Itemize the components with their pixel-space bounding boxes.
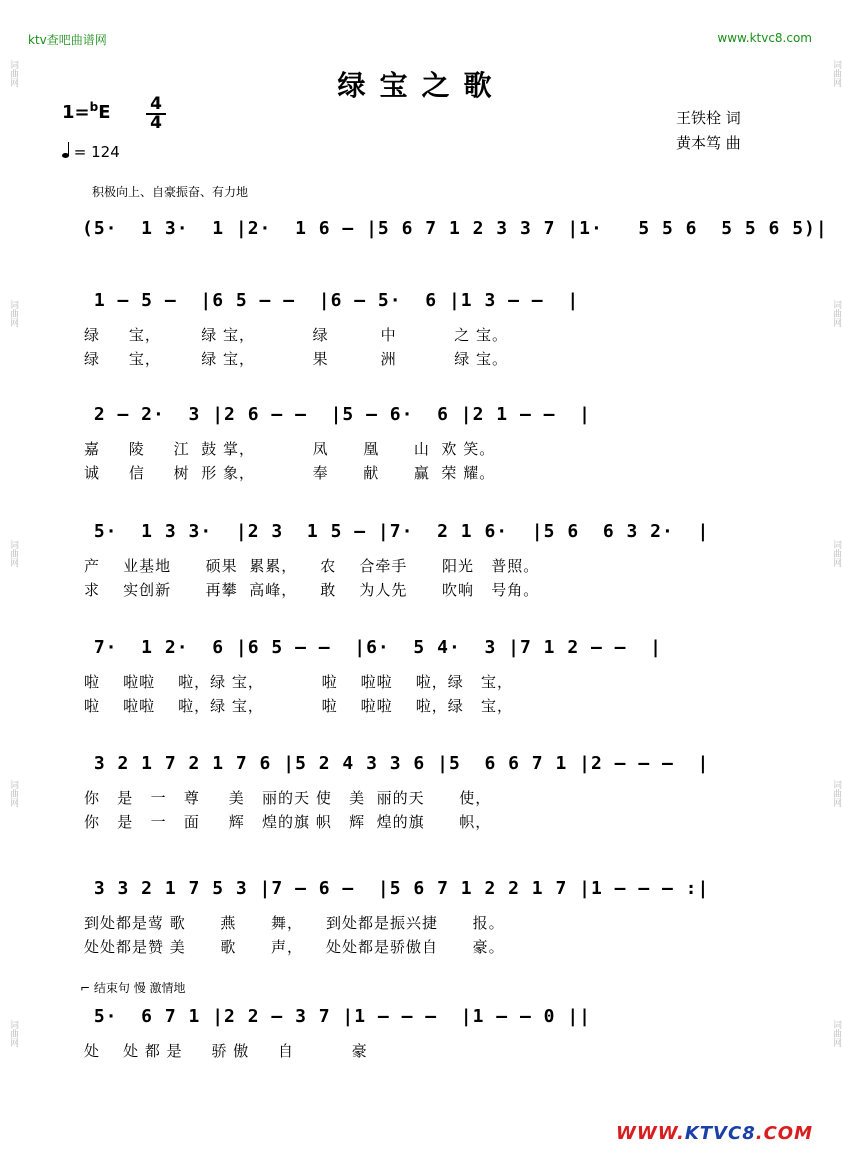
lyric-verse-1: 到处都是莺 歌 燕 舞， 到处都是振兴捷 报。 [84,914,505,932]
header-site-url[interactable]: www.ktvc8.com [717,31,812,45]
notation-text: 7· 1 2· 6 |6 5 – – |6· 5 4· 3 |7 1 2 – – | [82,637,663,658]
tempo-value: = 124 [73,143,120,161]
lyric-verse-2: 绿 宝， 绿 宝， 果 洲 绿 宝。 [84,350,509,368]
notation-text: (5· 1 3· 1 |2· 1 6 – |5 6 7 1 2 3 3 7 |1· 5 5 6 5 5 6 5)| [82,218,828,239]
lyric-verse-1: 嘉 陵 江 鼓 掌， 凤 凰 山 欢 笑。 [84,440,496,458]
lyric-verse-2: 诚 信 树 形 象， 奉 献 赢 荣 耀。 [84,464,496,482]
watermark-text: 词曲网 [8,300,18,327]
footer-logo-brand: KTVC8 [684,1123,756,1144]
watermark-text: 词曲网 [8,540,18,567]
watermark-text: 词曲网 [8,1020,18,1047]
lyric-verse-1: 处 处 都 是 骄 傲 自 豪 [84,1042,368,1060]
key-prefix: 1= [62,102,90,123]
ending-marking-text: 结束句 慢 激情地 [93,981,186,995]
key-note: E [98,102,111,123]
left-watermark-strip [0,0,20,1172]
notation-text: 3 2 1 7 2 1 7 6 |5 2 4 3 3 6 |5 6 6 7 1 |2 – – – | [82,753,710,774]
watermark-text: 词曲网 [831,60,841,87]
ending-marking [80,979,186,996]
lyric-verse-2: 处处都是赞 美 歌 声， 处处都是骄傲自 豪。 [84,938,505,956]
watermark-text: 词曲网 [831,540,841,567]
ending-bracket-icon: ⌐ [80,981,94,995]
lyric-verse-1: 绿 宝， 绿 宝， 绿 中 之 宝。 [84,326,509,344]
notation-text: 3 3 2 1 7 5 3 |7 – 6 – |5 6 7 1 2 2 1 7 |1 – – – :| [82,878,710,899]
footer-logo [616,1123,813,1144]
watermark-text: 词曲网 [8,60,18,87]
lyric-verse-2: 你 是 一 面 辉 煌的旗 帜 辉 煌的旗 帜， [84,813,492,831]
flat-symbol: b [89,100,99,114]
watermark-text: 词曲网 [831,300,841,327]
watermark-text: 词曲网 [831,780,841,807]
notation-text: 2 – 2· 3 |2 6 – – |5 – 6· 6 |2 1 – – | [82,404,591,425]
notation-text: 1 – 5 – |6 5 – – |6 – 5· 6 |1 3 – – | [82,290,580,311]
lyric-verse-1: 你 是 一 尊 美 丽的天 使 美 丽的天 使， [84,789,492,807]
footer-logo-prefix: WWW. [615,1123,685,1144]
time-signature-top: 4 [150,94,162,114]
lyricist-credit: 王铁栓 词 [676,109,741,127]
song-title: 绿宝之歌 [337,69,506,102]
tempo-marking [62,143,120,161]
credits [676,106,741,156]
composer-credit: 黄本笃 曲 [676,134,741,152]
notation-text: 5· 6 7 1 |2 2 – 3 7 |1 – – – |1 – – 0 || [82,1006,591,1027]
footer-logo-suffix: .COM [755,1123,813,1144]
lyric-verse-2: 求 实创新 再攀 高峰， 敢 为人先 吹响 号角。 [84,581,540,599]
expression-marking: 积极向上、自豪振奋、有力地 [92,185,249,199]
time-signature-bottom: 4 [150,113,162,133]
lyric-verse-2: 啦 啦啦 啦，绿 宝， 啦 啦啦 啦，绿 宝， [84,697,514,715]
watermark-text: 词曲网 [8,780,18,807]
right-watermark-strip [823,0,843,1172]
notation-text: 5· 1 3 3· |2 3 1 5 – |7· 2 1 6· |5 6 6 3 2· | [82,521,710,542]
time-signature [146,96,166,132]
header-site-name[interactable]: ktv查吧曲谱网 [28,33,107,47]
quarter-note-icon [62,153,69,158]
lyric-verse-1: 啦 啦啦 啦，绿 宝， 啦 啦啦 啦，绿 宝， [84,673,514,691]
key-signature [62,100,111,123]
watermark-text: 词曲网 [831,1020,841,1047]
lyric-verse-1: 产 业基地 硕果 累累， 农 合牵手 阳光 普照。 [84,557,540,575]
